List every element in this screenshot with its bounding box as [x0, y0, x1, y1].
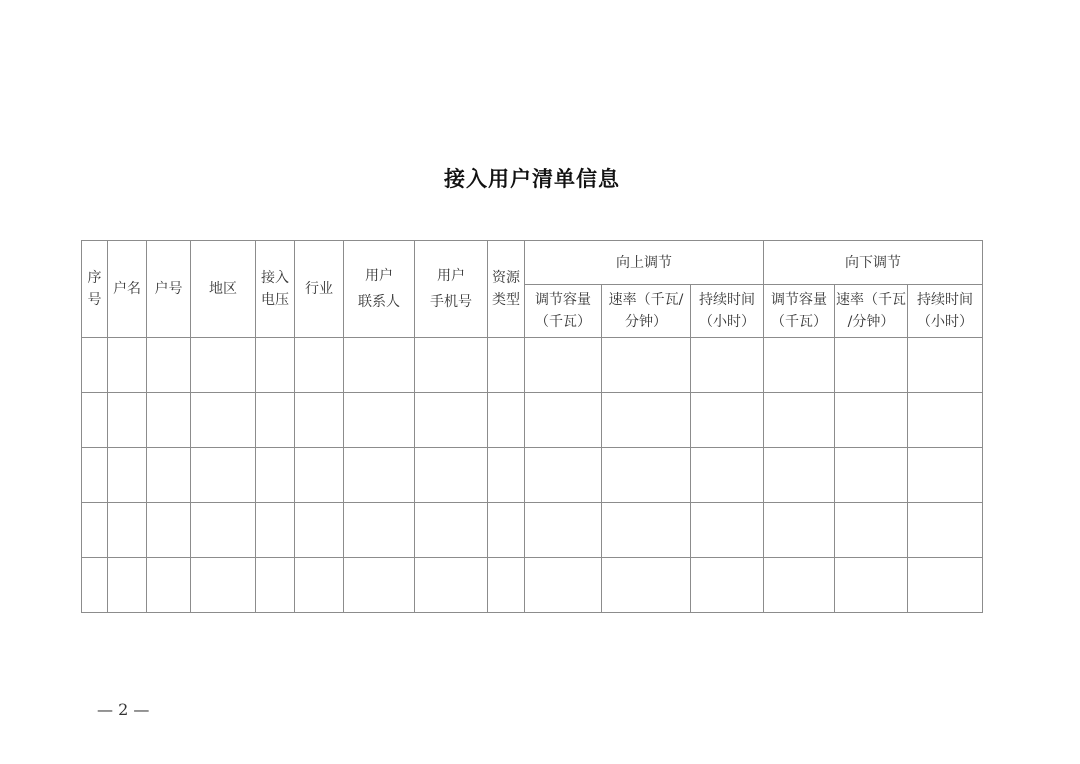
table-cell [488, 393, 525, 448]
table-cell [344, 503, 415, 558]
table-cell [82, 558, 108, 613]
table-cell [295, 503, 344, 558]
table-cell [525, 448, 602, 503]
table-row [82, 338, 983, 393]
table-cell [908, 503, 983, 558]
table-cell [108, 448, 147, 503]
table-cell [835, 448, 908, 503]
table-row [82, 503, 983, 558]
table-cell [256, 558, 295, 613]
table-cell [344, 448, 415, 503]
header-up-duration: 持续时间 （小时） [691, 285, 764, 338]
table-cell [147, 393, 191, 448]
table-cell [764, 448, 835, 503]
table-cell [691, 448, 764, 503]
header-account-no: 户号 [147, 241, 191, 338]
table-cell [691, 503, 764, 558]
table-cell [835, 503, 908, 558]
page-number: — 2 — [97, 700, 150, 719]
table-cell [191, 393, 256, 448]
table-cell [908, 558, 983, 613]
header-row-1 [82, 241, 983, 285]
table-cell [108, 503, 147, 558]
table-cell [602, 448, 691, 503]
table-cell [908, 338, 983, 393]
table-cell [147, 503, 191, 558]
table-cell [295, 338, 344, 393]
table-cell [835, 338, 908, 393]
table-row [82, 558, 983, 613]
table-cell [295, 558, 344, 613]
table-cell [525, 503, 602, 558]
table-cell [256, 393, 295, 448]
page-title: 接入用户清单信息 [444, 167, 620, 191]
table-cell [344, 393, 415, 448]
header-down-rate: 速率（千瓦 /分钟） [835, 285, 908, 338]
table-cell [108, 338, 147, 393]
table-cell [108, 558, 147, 613]
table-row [82, 393, 983, 448]
header-up-rate: 速率（千瓦/ 分钟） [602, 285, 691, 338]
table-cell [191, 558, 256, 613]
table-cell [488, 503, 525, 558]
table-cell [82, 393, 108, 448]
table-cell [415, 338, 488, 393]
table-cell [764, 393, 835, 448]
table-cell [82, 448, 108, 503]
table-cell [525, 393, 602, 448]
table-cell [525, 558, 602, 613]
header-phone: 用户 手机号 [415, 241, 488, 338]
table-cell [602, 338, 691, 393]
header-seq: 序 号 [82, 241, 108, 338]
table-cell [602, 503, 691, 558]
table-cell [256, 338, 295, 393]
table-cell [82, 503, 108, 558]
table-cell [835, 558, 908, 613]
table-cell [108, 393, 147, 448]
header-down-duration: 持续时间 （小时） [908, 285, 983, 338]
table-cell [691, 558, 764, 613]
table-cell [344, 558, 415, 613]
table-cell [691, 393, 764, 448]
header-down-group: 向下调节 [764, 241, 983, 285]
table-body [82, 338, 983, 613]
table-cell [191, 503, 256, 558]
table-cell [525, 338, 602, 393]
table-cell [415, 503, 488, 558]
user-list-table [81, 240, 983, 613]
table-cell [488, 338, 525, 393]
header-voltage: 接入 电压 [256, 241, 295, 338]
table-cell [295, 393, 344, 448]
table-cell [82, 338, 108, 393]
header-industry: 行业 [295, 241, 344, 338]
table-cell [488, 558, 525, 613]
table-cell [908, 393, 983, 448]
table-cell [691, 338, 764, 393]
table-cell [147, 448, 191, 503]
table-cell [256, 448, 295, 503]
table-cell [415, 393, 488, 448]
table-cell [191, 338, 256, 393]
header-down-capacity: 调节容量 （千瓦） [764, 285, 835, 338]
header-contact: 用户 联系人 [344, 241, 415, 338]
table-cell [764, 503, 835, 558]
table-cell [415, 448, 488, 503]
table-cell [295, 448, 344, 503]
table-cell [764, 558, 835, 613]
table-cell [835, 393, 908, 448]
table-cell [415, 558, 488, 613]
table-cell [602, 393, 691, 448]
table-cell [147, 558, 191, 613]
table-cell [488, 448, 525, 503]
table-cell [908, 448, 983, 503]
table-cell [256, 503, 295, 558]
header-up-capacity: 调节容量 （千瓦） [525, 285, 602, 338]
header-up-group: 向上调节 [525, 241, 764, 285]
table-cell [602, 558, 691, 613]
table-cell [764, 338, 835, 393]
table-cell [344, 338, 415, 393]
header-resource-type: 资源 类型 [488, 241, 525, 338]
table-cell [191, 448, 256, 503]
header-account-name: 户名 [108, 241, 147, 338]
table-row [82, 448, 983, 503]
table-cell [147, 338, 191, 393]
header-region: 地区 [191, 241, 256, 338]
